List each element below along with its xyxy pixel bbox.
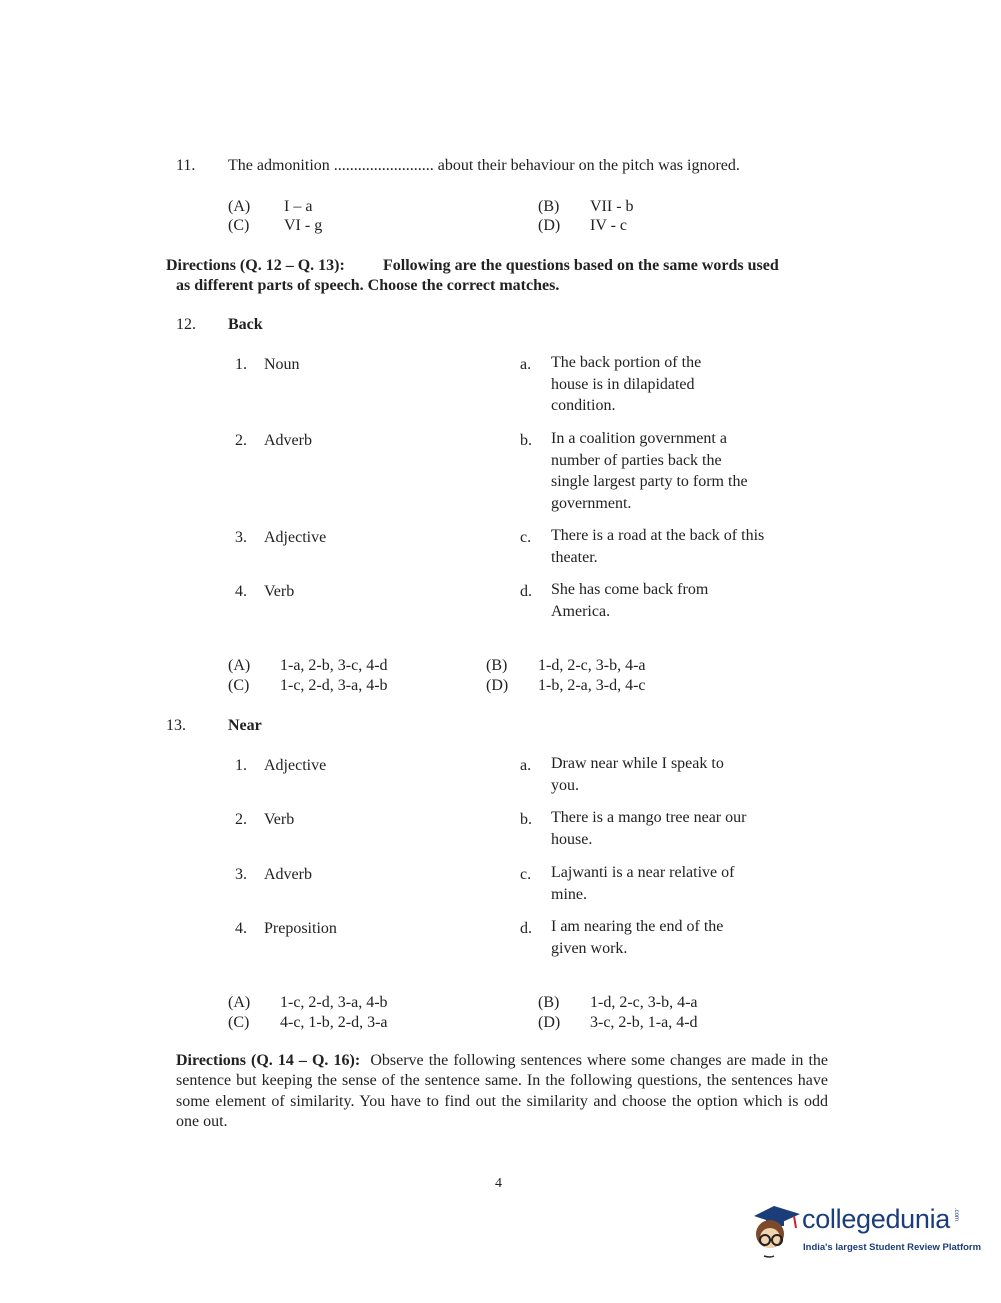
q11-number: 11. — [176, 157, 196, 174]
q12-left-1-num: 1. — [235, 356, 247, 373]
directions-14-16 — [176, 1051, 828, 1132]
q12-right-b-letter: b. — [520, 432, 532, 449]
q12-option-a-letter: (A) — [228, 657, 251, 674]
q12-left-2-num: 2. — [235, 432, 247, 449]
q11-option-b-text: VII - b — [590, 198, 634, 215]
collegedunia-logo — [744, 1196, 982, 1260]
mascot-icon — [744, 1196, 804, 1260]
q13-right-d-letter: d. — [520, 920, 532, 937]
page-number: 4 — [495, 1176, 502, 1191]
q13-right-d-text: I am nearing the end of the given work. — [551, 918, 724, 957]
q12-right-c-text: There is a road at the back of this theater. — [551, 527, 765, 566]
directions-12-13-label: Directions (Q. 12 – Q. 13): — [166, 257, 345, 274]
q13-option-b-letter: (B) — [538, 994, 560, 1011]
q13-right-b-letter: b. — [520, 811, 532, 828]
q13-right-b-text: There is a mango tree near our house. — [551, 809, 747, 848]
q13-word: Near — [228, 717, 262, 734]
q12-left-4-num: 4. — [235, 583, 247, 600]
q13-number: 13. — [166, 717, 186, 734]
q11-stem: The admonition ......................... about their behaviour on the pitch was ignored. — [228, 157, 740, 174]
q11-option-d-text: IV - c — [590, 217, 628, 234]
q12-option-b-text: 1-d, 2-c, 3-b, 4-a — [538, 657, 646, 674]
logo-wordmark: collegedunia — [802, 1204, 951, 1234]
q13-left-2-text: Verb — [264, 811, 295, 828]
q11-option-a-letter: (A) — [228, 198, 251, 215]
q12-number: 12. — [176, 316, 196, 333]
q13-left-3-num: 3. — [235, 866, 247, 883]
q13-right-a-letter: a. — [520, 757, 532, 774]
directions-12-13-line2: as different parts of speech. Choose the correct matches. — [176, 277, 560, 294]
q13-right-c-text: Lajwanti is a near relative of mine. — [551, 864, 735, 903]
q13-option-a-text: 1-c, 2-d, 3-a, 4-b — [280, 994, 388, 1011]
q13-left-3-text: Adverb — [264, 866, 312, 883]
q13-option-c-letter: (C) — [228, 1014, 250, 1031]
q13-option-b-text: 1-d, 2-c, 3-b, 4-a — [590, 994, 698, 1011]
q13-left-2-num: 2. — [235, 811, 247, 828]
q12-left-3-text: Adjective — [264, 529, 327, 546]
q12-right-d-text: She has come back from America. — [551, 581, 709, 620]
directions-12-13-line1: Following are the questions based on the same words used — [383, 257, 779, 274]
directions-14-16-text: Observe the following sentences where some changes are made in the sentence but keeping the sense of the sentence same. In the following questions, the sentences have some element of similarity. You have to find out the similarity and choose the option which is odd one out. — [176, 1052, 829, 1130]
q12-right-b-text: In a coalition government a number of parties back the single largest party to form the government. — [551, 430, 748, 512]
q12-option-a-text: 1-a, 2-b, 3-c, 4-d — [280, 657, 388, 674]
q12-option-d-text: 1-b, 2-a, 3-d, 4-c — [538, 677, 646, 694]
q12-left-4-text: Verb — [264, 583, 295, 600]
q13-option-a-letter: (A) — [228, 994, 251, 1011]
q12-left-3-num: 3. — [235, 529, 247, 546]
q12-left-2-text: Adverb — [264, 432, 312, 449]
q12-option-c-letter: (C) — [228, 677, 250, 694]
q13-option-c-text: 4-c, 1-b, 2-d, 3-a — [280, 1014, 388, 1031]
q13-left-4-num: 4. — [235, 920, 247, 937]
q12-right-a-text: The back portion of the house is in dilapidated condition. — [551, 354, 702, 414]
logo-suffix: .com — [953, 1208, 959, 1222]
q13-right-c-letter: c. — [520, 866, 532, 883]
logo-tagline: India's largest Student Review Platform — [803, 1242, 982, 1253]
q12-right-d-letter: d. — [520, 583, 532, 600]
q11-option-b-letter: (B) — [538, 198, 560, 215]
q13-left-4-text: Preposition — [264, 920, 337, 937]
q11-option-c-letter: (C) — [228, 217, 250, 234]
q11-option-d-letter: (D) — [538, 217, 561, 234]
q13-left-1-num: 1. — [235, 757, 247, 774]
q12-right-a-letter: a. — [520, 356, 532, 373]
q11-option-a-text: I – a — [284, 198, 313, 215]
q12-word: Back — [228, 316, 263, 333]
q12-right-c-letter: c. — [520, 529, 532, 546]
q12-left-1-text: Noun — [264, 356, 300, 373]
directions-14-16-label: Directions (Q. 14 – Q. 16): — [176, 1052, 361, 1069]
q12-option-b-letter: (B) — [486, 657, 508, 674]
q13-option-d-text: 3-c, 2-b, 1-a, 4-d — [590, 1014, 698, 1031]
q13-option-d-letter: (D) — [538, 1014, 561, 1031]
q13-left-1-text: Adjective — [264, 757, 327, 774]
q11-option-c-text: VI - g — [284, 217, 323, 234]
q12-option-c-text: 1-c, 2-d, 3-a, 4-b — [280, 677, 388, 694]
q12-option-d-letter: (D) — [486, 677, 509, 694]
q13-right-a-text: Draw near while I speak to you. — [551, 755, 724, 794]
